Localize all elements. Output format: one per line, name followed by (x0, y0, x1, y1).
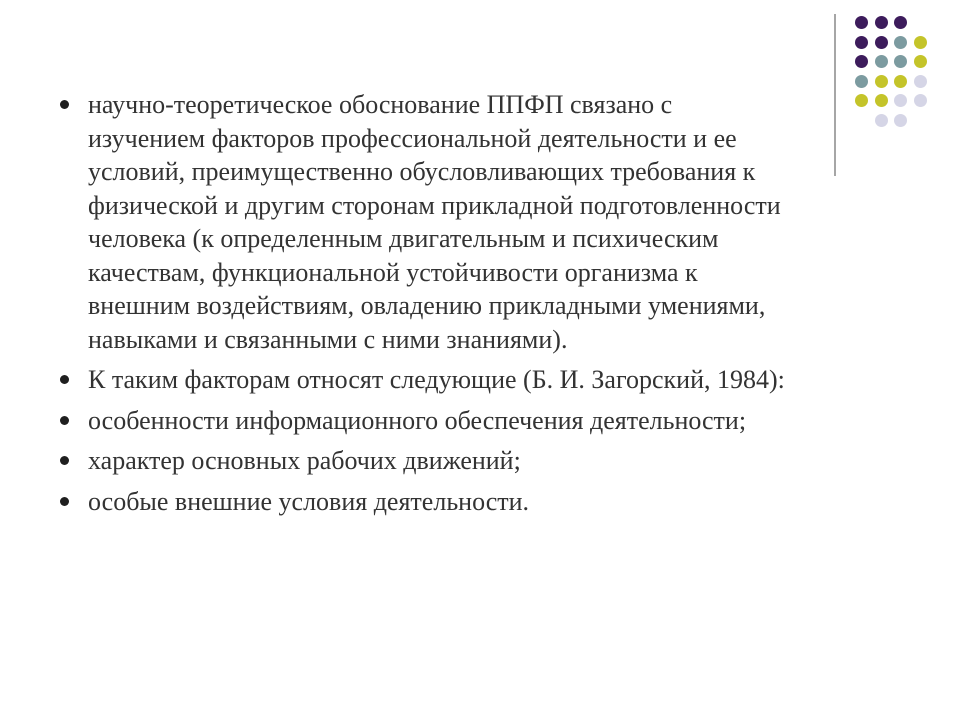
bullet-dot-icon (60, 375, 69, 384)
bullet-dot-icon (60, 416, 69, 425)
decorative-dot (875, 94, 888, 107)
decorative-dot (914, 94, 927, 107)
bullet-text: К таким факторам относят следующие (Б. И. Загорский, 1984): (88, 365, 785, 394)
bullet-dot-icon (60, 456, 69, 465)
decorative-dot (894, 75, 907, 88)
decorative-dot (894, 94, 907, 107)
bullet-item-2 (54, 363, 794, 397)
bullet-item-1 (54, 88, 794, 356)
decorative-dot (875, 36, 888, 49)
decorative-dot (855, 75, 868, 88)
decorative-dot (875, 55, 888, 68)
decorative-dot (914, 55, 927, 68)
decorative-dot (894, 114, 907, 127)
decorative-dot (894, 36, 907, 49)
bullet-text: особые внешние условия деятельности. (88, 486, 530, 516)
bullet-text: характер основных рабочих движений; (88, 446, 521, 475)
decorative-divider-line (834, 14, 836, 176)
bullet-list (54, 88, 794, 518)
decorative-dot (875, 75, 888, 88)
decorative-dot (855, 36, 868, 49)
decorative-dot (855, 55, 868, 68)
bullet-text: научно-теоретическое обоснование ППФП связано с изучением факторов профессиональной деятельности и ее условий, преимущественно обусловливающих требования к физической и другим сторонам прикладной подготовленности человека (к определенным двигательным и психическим качествам, функциональной устойчивости организма к внешним воздействиям, овладению прикладными умениями, навыками и связанными с ними знаниями). (88, 90, 781, 354)
slide-content (54, 88, 794, 525)
bullet-dot-icon (60, 497, 69, 506)
decorative-dot (894, 55, 907, 68)
decorative-dot (855, 16, 868, 29)
decorative-dot (914, 36, 927, 49)
bullet-text: особенности информационного обеспечения деятельности; (88, 405, 747, 435)
decorative-dot (875, 114, 888, 127)
decorative-dot (894, 16, 907, 29)
bullet-item-4 (54, 444, 794, 478)
bullet-dot-icon (60, 100, 69, 109)
bullet-item-3 (54, 404, 794, 438)
decorative-dot (855, 94, 868, 107)
decorative-dot (875, 16, 888, 29)
decorative-dot (914, 75, 927, 88)
bullet-item-5 (54, 485, 794, 519)
